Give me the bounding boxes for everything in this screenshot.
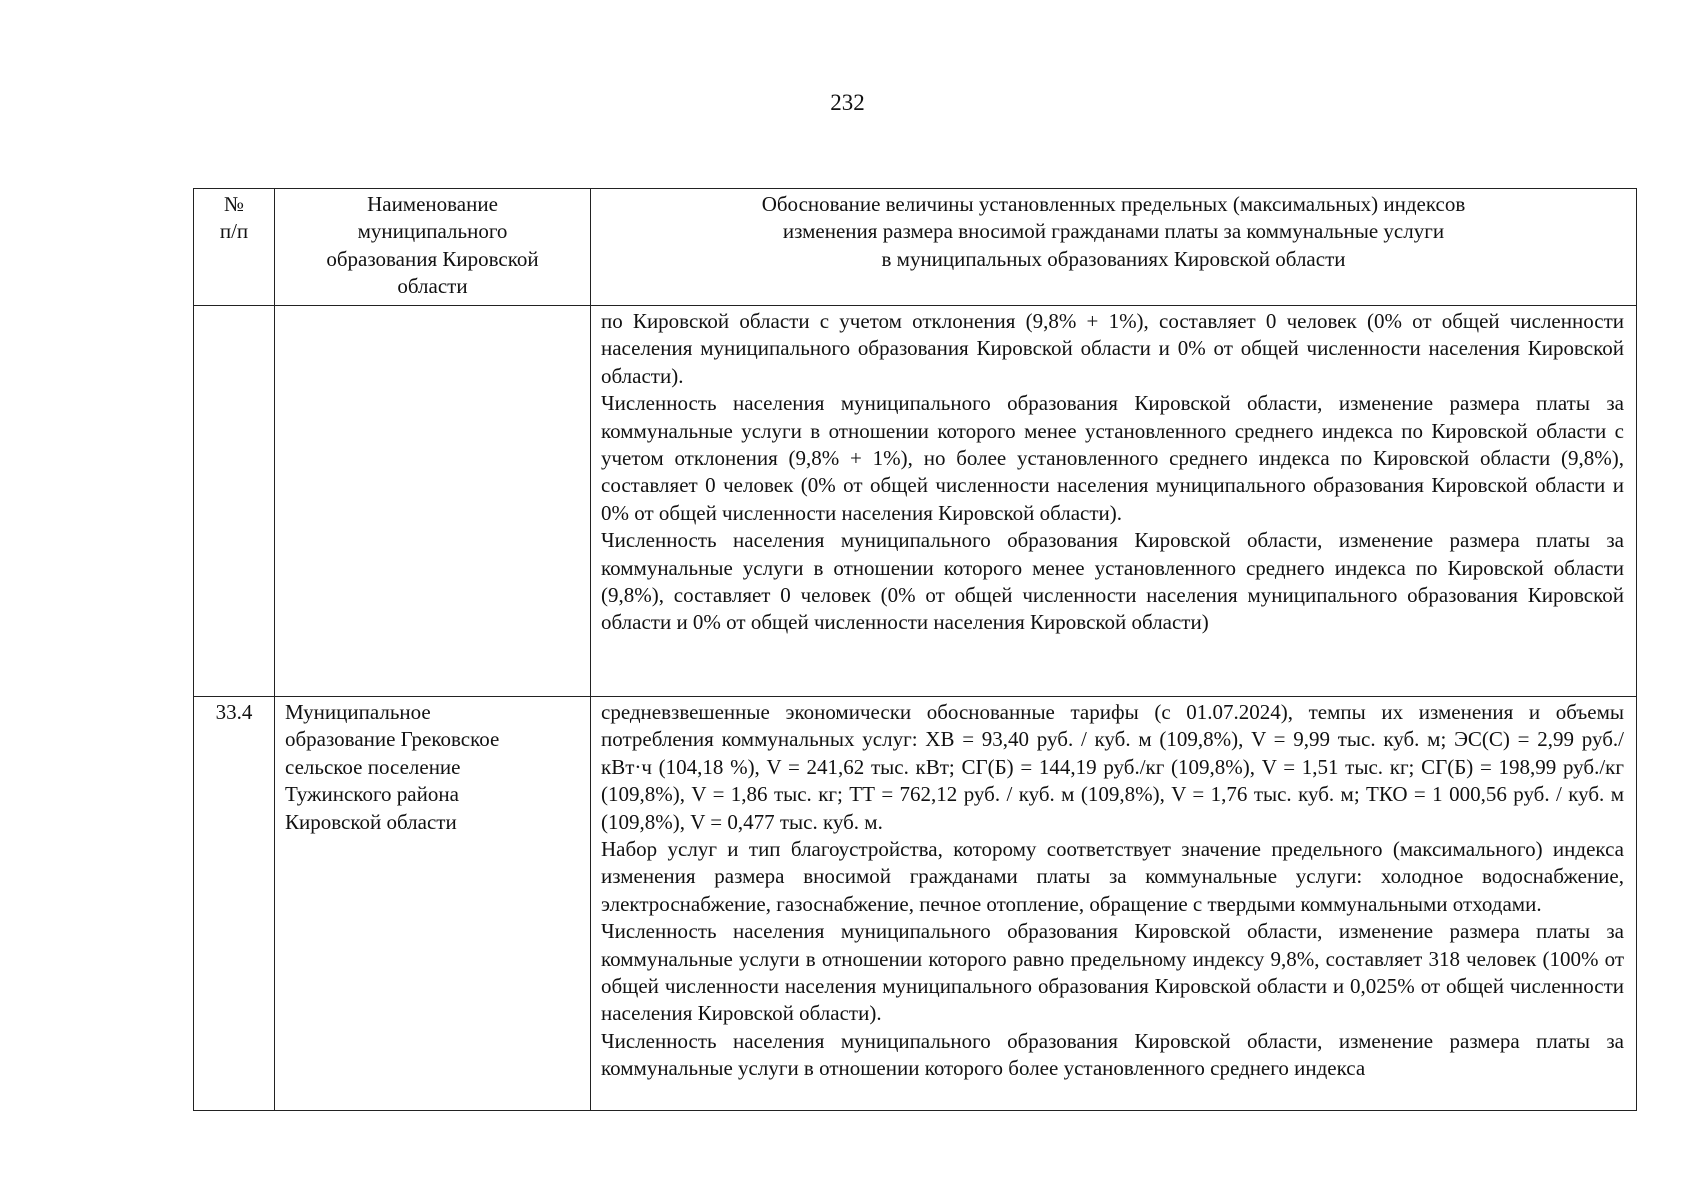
municipality-name-line: Тужинского района (285, 782, 459, 807)
justification-paragraph: Численность населения муниципального образования Кировской области, изменение размера платы за коммунальные услуги в отношении которого равно предельному индексу 9,8%, составляет 318 человек (100% от общей численности населения муниципального образования Кировской области и 0,025% от общей численности населения Кировской области). (601, 919, 1624, 1026)
justification-paragraph: Численность населения муниципального образования Кировской области, изменение размера платы за коммунальные услуги в отношении которого менее установленного среднего индекса по Кировской области (9,8%), составляет 0 человек (0% от общей численности населения муниципального образования Кировской области и 0% от общей численности населения Кировской области) (601, 528, 1624, 635)
justification-paragraph: по Кировской области с учетом отклонения (9,8% + 1%), составляет 0 человек (0% от общей численности населения муниципального образования Кировской области и 0% от общей численности населения Кировской области). (601, 309, 1624, 388)
header-name-line: Наименование (367, 192, 498, 216)
header-num (194, 189, 275, 306)
header-name (275, 189, 591, 306)
header-justification-line: в муниципальных образованиях Кировской области (881, 246, 1346, 271)
municipality-name (275, 306, 591, 697)
header-justification-line: Обоснование величины установленных предельных (максимальных) индексов (761, 192, 1466, 216)
justification-paragraph: Численность населения муниципального образования Кировской области, изменение размера платы за коммунальные услуги в отношении которого менее установленного среднего индекса по Кировской области с учетом отклонения (9,8% + 1%), но более установленного среднего индекса по Кировской области (9,8%), составляет 0 человек (0% от общей численности населения муниципального образования Кировской области и 0% от общей численности населения Кировской области). (601, 391, 1624, 525)
header-justification (591, 189, 1637, 306)
municipality-name-line: сельское поселение (285, 754, 461, 779)
page-number: 232 (830, 90, 865, 115)
justification-paragraph: Численность населения муниципального образования Кировской области, изменение размера платы за коммунальные услуги в отношении которого более установленного среднего индекса (601, 1028, 1624, 1081)
header-justification-line: изменения размера вносимой гражданами платы за коммунальные услуги (782, 219, 1445, 244)
header-name-line: муниципального (357, 219, 508, 244)
municipality-name-line: Кировской области (285, 809, 457, 834)
municipality-name (275, 697, 591, 1111)
municipality-name-line: Муниципальное (285, 700, 431, 724)
row-number (194, 306, 275, 697)
table-row (194, 306, 1637, 697)
header-name-line: области (397, 274, 468, 299)
justification-cell (591, 306, 1637, 697)
justification-paragraph: средневзвешенные экономически обоснованные тарифы (с 01.07.2024), темпы их изменения и объемы потребления коммунальных услуг: ХВ = 93,40 руб. / куб. м (109,8%), V = 9,99 тыс. куб. м; ЭС(С) = 2,99 руб./кВт·ч (104,18 %), V = 241,62 тыс. кВт; СГ(Б) = 144,19 руб./кг (109,8%), V = 1,51 тыс. кг; СГ(Б) = 198,99 руб./кг (109,8%), V = 1,86 тыс. кг; ТТ = 762,12 руб. / куб. м (109,8%), V = 1,76 тыс. куб. м; ТКО = 1 000,56 руб. / куб. м (109,8%), V = 0,477 тыс. куб. м. (601, 700, 1624, 834)
table-header-row (194, 189, 1637, 306)
header-num-line: п/п (219, 219, 249, 244)
municipality-name-line: образование Грековское (285, 727, 500, 752)
justification-table (193, 188, 1637, 1111)
justification-paragraph: Набор услуг и тип благоустройства, которому соответствует значение предельного (максимального) индекса изменения размера вносимой гражданами платы за коммунальные услуги: холодное водоснабжение, электроснабжение, газоснабжение, печное отопление, обращение с твердыми коммунальными отходами. (601, 837, 1624, 916)
header-name-line: образования Кировской (326, 246, 539, 271)
table-row (194, 697, 1637, 1111)
justification-cell (591, 697, 1637, 1111)
header-num-line: № (223, 192, 245, 216)
row-number: 33.4 (194, 697, 275, 1111)
